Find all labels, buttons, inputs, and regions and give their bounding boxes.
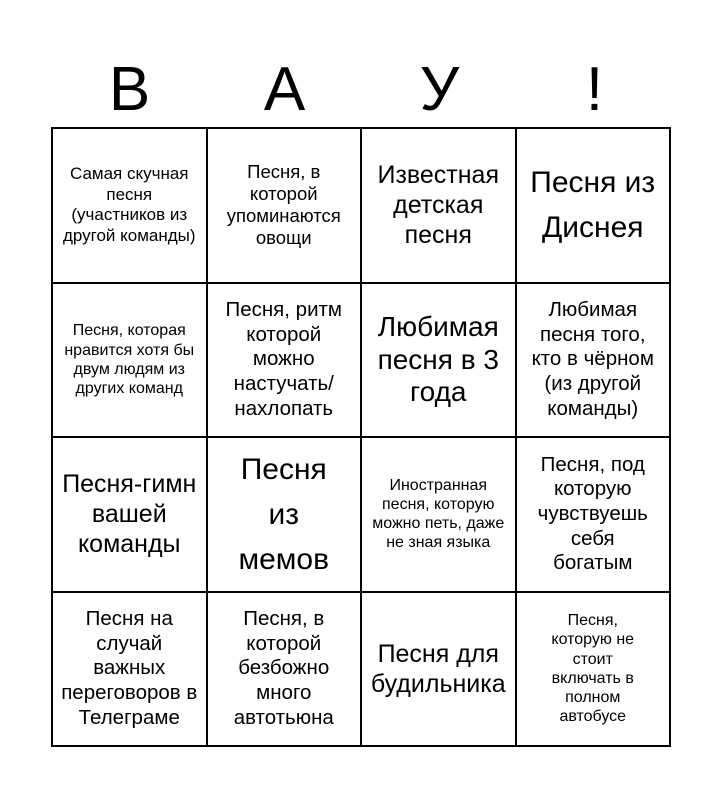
bingo-cell[interactable] [53, 438, 208, 593]
cell-text: Песня на случай важных переговоров в Телеграме [61, 607, 198, 729]
bingo-header [52, 52, 672, 128]
bingo-cell[interactable] [208, 284, 363, 439]
bingo-cell[interactable] [517, 129, 672, 284]
cell-text: Иностранная песня, которую можно петь, даже не зная языка [372, 476, 505, 552]
bingo-cell[interactable] [53, 129, 208, 284]
bingo-cell[interactable] [208, 129, 363, 284]
bingo-cell[interactable] [53, 284, 208, 439]
header-letter-3: У [419, 55, 460, 124]
cell-text: Песня для будильника [370, 639, 506, 698]
bingo-cell[interactable] [208, 593, 363, 748]
bingo-cell[interactable] [362, 284, 517, 439]
header-letter-1: В [108, 55, 151, 124]
header-letter-2: А [263, 55, 306, 124]
cell-text: Песня, которая нравится хотя бы двум людям из других команд [64, 322, 195, 397]
bingo-cell[interactable] [517, 438, 672, 593]
cell-text: Любимая песня в 3 года [377, 311, 499, 407]
bingo-cell[interactable] [362, 438, 517, 593]
bingo-grid [51, 127, 671, 747]
cell-text: Песня, ритм которой можно настучать/ нахлопать [225, 298, 343, 420]
cell-text: Известная детская песня [377, 161, 500, 250]
cell-text: Песня, которую не стоит включать в полном автобусе [551, 612, 635, 726]
bingo-cell[interactable] [362, 129, 517, 284]
bingo-cell[interactable] [362, 593, 517, 748]
cell-text: Любимая песня того, кто в чёрном (из другой команды) [531, 298, 654, 420]
bingo-cell[interactable] [517, 593, 672, 748]
cell-text: Песня, в которой безбожно много автотьюна [233, 607, 334, 729]
bingo-cell[interactable] [517, 284, 672, 439]
header-letter-4: ! [585, 55, 604, 124]
cell-text: Песня, под которую чувствуешь себя богатым [537, 452, 648, 575]
cell-text: Песня, в которой упоминаются овощи [226, 160, 341, 249]
cell-text: Песня из мемов [238, 452, 330, 576]
cell-text: Самая скучная песня (участников из другой команды) [62, 164, 196, 245]
cell-text: Песня-гимн вашей команды [62, 470, 197, 559]
bingo-cell[interactable] [208, 438, 363, 593]
cell-text: Песня из Диснея [530, 166, 656, 245]
bingo-cell[interactable] [53, 593, 208, 748]
